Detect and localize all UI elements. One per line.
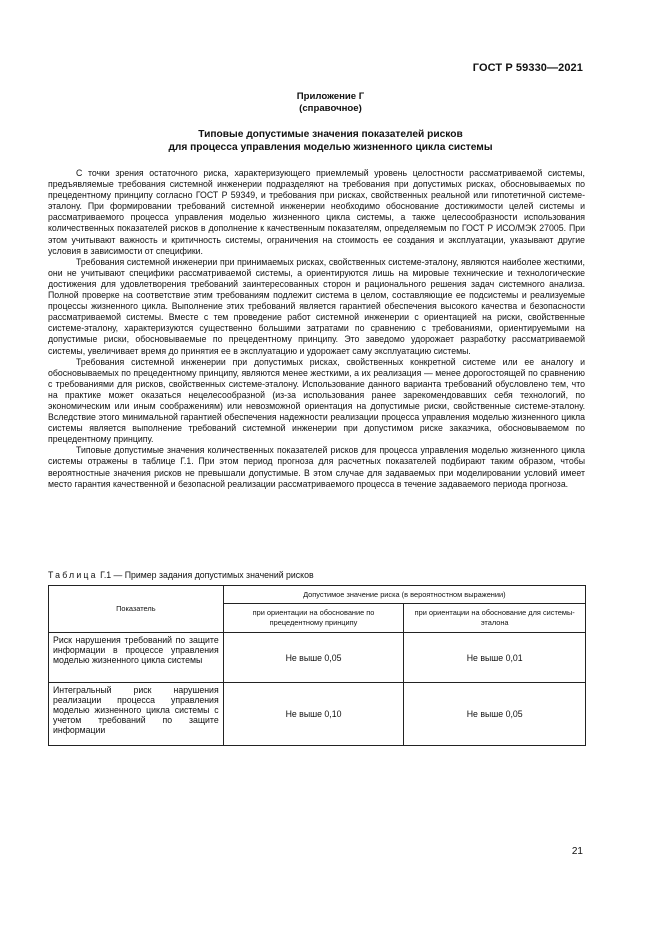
- body-text: [48, 168, 585, 490]
- table-row: [49, 683, 586, 746]
- section-title-line-2: для процесса управления моделью жизненного цикла системы: [168, 142, 493, 153]
- page-number: 21: [571, 846, 583, 857]
- table-caption-text: Г.1 — Пример задания допустимых значений рисков: [97, 570, 314, 580]
- section-title-line-1: Типовые допустимые значения показателей рисков: [198, 129, 463, 140]
- header-allowed-risk: Допустимое значение риска (в вероятностном выражении): [223, 586, 585, 604]
- risk-table: [48, 585, 586, 746]
- appendix-note: (справочное): [299, 103, 362, 114]
- section-title: [0, 128, 661, 154]
- paragraph-1: С точки зрения остаточного риска, характеризующего приемлемый уровень целостности рассматриваемой системы, предъявляемые требования системной инженерии подразделяют на требования при допустимых рисках, обосновываемых по прецедентному принципу согласно ГОСТ Р 59349, и требования при рисках, свойственных реальной или гипотетичной системе-эталону. При формировании требований системной инженерии необходимо обоснование достижимости целей системы и рассматриваемого процесса управления моделью жизненного цикла системы, а также целесообразности использования количественных показателей рисков в дополнение к качественным показателям, определяемым по ГОСТ Р ИСО/МЭК 27005. При этом учитывают важность и критичность системы, ограничения на стоимость ее создания и эксплуатации, указывают другие условия в зависимости от специфики.: [48, 168, 585, 256]
- paragraph-4: Типовые допустимые значения количественных показателей рисков для процесса управления моделью жизненного цикла системы отражены в таблице Г.1. При этом период прогноза для расчетных показателей подбирают таким образом, чтобы вероятностные значения рисков не превышали допустимые. В этом случае для задаваемых при моделировании условий имеет место гарантия качественной и безопасной реализации рассматриваемого процесса в течение задаваемого периода прогноза.: [48, 445, 585, 489]
- header-indicator: Показатель: [49, 586, 224, 633]
- row-reference-value: Не выше 0,01: [404, 633, 586, 683]
- paragraph-3: Требования системной инженерии при допустимых рисках, свойственных конкретной системе или ее аналогу и обосновываемых по прецедентному принципу, являются менее жесткими, а их реализация — менее дорогостоящей по сравнению с требованиями для рисков, свойственных системе-эталону. Использование данного варианта требований обусловлено тем, что на практике может оказаться нецелесообразной (из-за использования ранее зарекомендовавших себя технологий, по экономическим или иным соображениям) или невозможной ориентация на допустимые риски, свойственные системе-эталону. Вследствие этого минимальной гарантией обеспечения надежности реализации процесса управления моделью жизненного цикла системы является выполнение требований системной инженерии при допустимом риске заказчика, обосновываемом по прецедентному принципу.: [48, 356, 585, 445]
- standard-designation: ГОСТ Р 59330—2021: [472, 62, 583, 74]
- table-caption-word: Таблица: [48, 570, 98, 580]
- table-header-row: [49, 586, 586, 604]
- table-caption: [48, 570, 314, 580]
- row-precedent-value: Не выше 0,10: [223, 683, 404, 746]
- appendix-title: Приложение Г: [296, 91, 365, 102]
- paragraph-2: Требования системной инженерии при принимаемых рисках, свойственных системе-эталону, являются наиболее жесткими, они не учитывают специфики рассматриваемой системы, а ориентируются лишь на мировые технические и технологические достижения для удовлетворения требований заинтересованных сторон и рационального решения задач системного анализа. Полной проверке на соответствие этим требованиям подлежит система в целом, составляющие ее подсистемы и реализуемые процессы жизненного цикла. Выполнение этих требований является гарантией обеспечения высокого качества и безопасности рассматриваемой системы. Вместе с тем проведение работ системной инженерии с ориентацией на риски, свойственные системе-эталону, характеризуются существенно большими затратами по сравнению с требованиями, ориентируемыми на допустимые риски, обосновываемые по прецедентному принципу. Это заведомо удорожает разработку рассматриваемой системы, увеличивает время до принятия ее в эксплуатацию и удорожает саму эксплуатацию системы.: [48, 256, 585, 356]
- table-row: [49, 633, 586, 683]
- row-precedent-value: Не выше 0,05: [223, 633, 404, 683]
- row-indicator: Риск нарушения требований по защите информации в процессе управления моделью жизненного цикла системы: [49, 633, 224, 683]
- appendix-heading: [0, 91, 661, 115]
- row-indicator: Интегральный риск нарушения реализации процесса управления моделью жизненного цикла системы с учетом требований по защите информации: [49, 683, 224, 746]
- row-reference-value: Не выше 0,05: [404, 683, 586, 746]
- header-reference-system: при ориентации на обоснование для системы-эталона: [404, 604, 586, 633]
- header-precedent: при ориентации на обоснование по прецедентному принципу: [223, 604, 404, 633]
